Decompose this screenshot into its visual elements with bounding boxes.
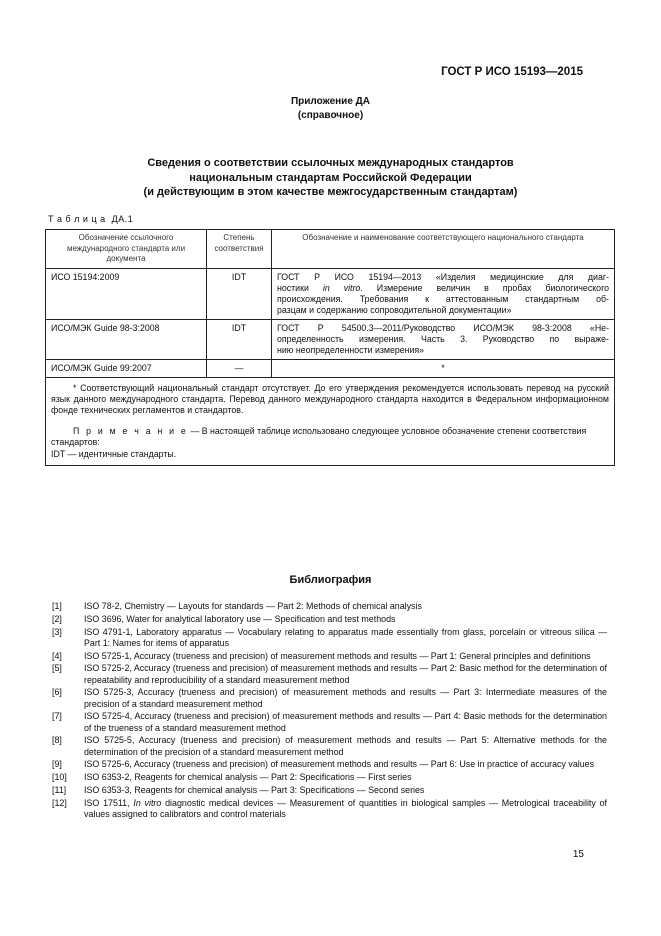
table-row bbox=[46, 319, 615, 359]
cell-national-standard: * bbox=[272, 359, 615, 377]
bibliography-text: ISO 5725-3, Accuracy (trueness and precision) of measurement methods and results — Part 3: Intermediate measures of the precision of a standard measurement method bbox=[84, 687, 607, 709]
table-label: Т а б л и ц а ДА.1 bbox=[48, 214, 134, 224]
annex-heading-line: национальным стандартам Российской Федерации bbox=[189, 171, 472, 184]
table-note bbox=[51, 426, 609, 448]
bibliography-entry bbox=[52, 772, 607, 783]
bibliography-number: [12] bbox=[52, 797, 67, 808]
cell-reference: ИСО/МЭК Guide 98-3:2008 bbox=[46, 319, 207, 359]
bibliography-number: [5] bbox=[52, 663, 62, 674]
header-national-standard: Обозначение и наименование соответствующего национального стандарта bbox=[272, 230, 615, 269]
header-international-standard: Обозначение ссылочного международного стандарта или документа bbox=[46, 230, 207, 269]
cell-reference: ИСО 15194:2009 bbox=[46, 268, 207, 319]
national-line: разцам и содержанию сопроводительной документации» bbox=[277, 304, 512, 315]
cell-degree: IDT bbox=[207, 268, 272, 319]
annex-heading-line: Сведения о соответствии ссылочных международных стандартов bbox=[147, 157, 514, 169]
table-header-row bbox=[46, 230, 615, 269]
bibliography-list bbox=[52, 601, 607, 822]
bibliography-entry bbox=[52, 601, 607, 612]
note-text: — В настоящей таблице использовано следующее условное обозначение степени соответствия стандартов: bbox=[51, 426, 587, 448]
cell-degree: — bbox=[207, 359, 272, 377]
bibliography-entry bbox=[52, 759, 607, 770]
note-label: П р и м е ч а н и е bbox=[73, 426, 189, 437]
bibliography-number: [8] bbox=[52, 735, 62, 746]
italic-term: In vitro bbox=[133, 797, 162, 808]
national-line: определенность измерения. Часть 3. Руководство по выраже- bbox=[277, 333, 609, 344]
bibliography-entry bbox=[52, 651, 607, 662]
table-row bbox=[46, 359, 615, 377]
national-line: ГОСТ Р ИСО 15194—2013 «Изделия медицинские для диаг- bbox=[277, 271, 609, 282]
bibliography-number: [6] bbox=[52, 687, 62, 698]
bibliography-number: [3] bbox=[52, 626, 62, 637]
bibliography-text: ISO 3696, Water for analytical laboratory use — Specification and test methods bbox=[84, 613, 396, 624]
document-code: ГОСТ Р ИСО 15193—2015 bbox=[441, 66, 583, 78]
bibliography-text: ISO 6353-2, Reagents for chemical analysis — Part 2: Specifications — First series bbox=[84, 772, 412, 783]
bibliography-entry bbox=[52, 687, 607, 709]
bibliography-title: Библиография bbox=[289, 574, 372, 586]
annex-heading-line: (и действующим в этом качестве межгосударственным стандартам) bbox=[143, 186, 518, 198]
cell-national-standard bbox=[272, 268, 615, 319]
bibliography-text: ISO 5725-6, Accuracy (trueness and precision) of measurement methods and results — Part 6: Use in practice of accuracy values bbox=[84, 759, 595, 770]
bibliography-text: ISO 6353-3, Reagents for chemical analysis — Part 3: Specifications — Second series bbox=[84, 784, 425, 795]
bibliography-entry bbox=[52, 798, 607, 820]
national-line: ностики in vitro. Измерение величин в пробах биологического bbox=[277, 282, 609, 293]
table-notes bbox=[46, 377, 615, 465]
bibliography-number: [7] bbox=[52, 711, 62, 722]
table-footnote: * Соответствующий национальный стандарт отсутствует. До его утверждения рекомендуется использовать перевод на русский язык данного международного стандарта. Перевод данного международного стандарта находится в Федеральном информационном фонде технических регламентов и стандартов. bbox=[51, 382, 609, 415]
bibliography-text: ISO 78-2, Chemistry — Layouts for standards — Part 2: Methods of chemical analysis bbox=[84, 601, 422, 611]
page-number: 15 bbox=[572, 849, 584, 860]
bibliography-number: [1] bbox=[52, 601, 62, 611]
bibliography-number: [9] bbox=[52, 759, 62, 770]
bibliography-number: [2] bbox=[52, 613, 62, 624]
note-idt: IDT — идентичные стандарты. bbox=[51, 448, 177, 459]
bibliography-number: [10] bbox=[52, 772, 67, 783]
italic-term: in vitro bbox=[322, 282, 361, 293]
cell-national-standard bbox=[272, 319, 615, 359]
bibliography-text: ISO 5725-5, Accuracy (trueness and precision) of measurement methods and results — Part 5: Alternative methods for the determination of the precision of a standard measurement method bbox=[84, 735, 607, 757]
cell-reference: ИСО/МЭК Guide 99:2007 bbox=[46, 359, 207, 377]
cell-degree: IDT bbox=[207, 319, 272, 359]
national-line: нию неопределенности измерения» bbox=[277, 344, 425, 355]
bibliography-text: ISO 5725-1, Accuracy (trueness and precision) of measurement methods and results — Part 1: General principles and definitions bbox=[84, 650, 591, 661]
annex-status: (справочное) bbox=[297, 110, 364, 121]
bibliography-entry bbox=[52, 663, 607, 685]
annex-heading bbox=[0, 156, 661, 200]
bibliography-text: ISO 5725-2, Accuracy (trueness and precision) of measurement methods and results — Part 2: Basic method for the determination of repeatability and reproducibility of a standard measurement method bbox=[84, 663, 607, 685]
bibliography-text: ISO 17511, In vitro diagnostic medical devices — Measurement of quantities in biological samples — Metrological traceability of values assigned to calibrators and control materials bbox=[84, 797, 608, 819]
bibliography-entry bbox=[52, 735, 607, 757]
bibliography-entry bbox=[52, 627, 607, 649]
bibliography-text: ISO 4791-1, Laboratory apparatus — Vocabulary relating to apparatus made essentially from glass, porcelain or vitreous silica — Part 1: Names for items of apparatus bbox=[84, 626, 607, 648]
header-degree: Степень соответствия bbox=[207, 230, 272, 269]
bibliography-text: ISO 5725-4, Accuracy (trueness and precision) of measurement methods and results — Part 4: Basic methods for the determination of the trueness of a standard measurement method bbox=[84, 711, 607, 733]
national-line: происхождения. Требования к аттестованным стандартным об- bbox=[277, 293, 609, 304]
bibliography-number: [11] bbox=[52, 784, 67, 795]
table-notes-row bbox=[46, 377, 615, 465]
bibliography-number: [4] bbox=[52, 650, 62, 661]
correspondence-table bbox=[45, 229, 615, 466]
bibliography-entry bbox=[52, 614, 607, 625]
bibliography-entry bbox=[52, 785, 607, 796]
table-row bbox=[46, 268, 615, 319]
annex-title: Приложение ДА bbox=[290, 96, 371, 107]
bibliography-entry bbox=[52, 711, 607, 733]
national-line: ГОСТ Р 54500.3—2011/Руководство ИСО/МЭК 98-3:2008 «Не- bbox=[277, 322, 609, 333]
